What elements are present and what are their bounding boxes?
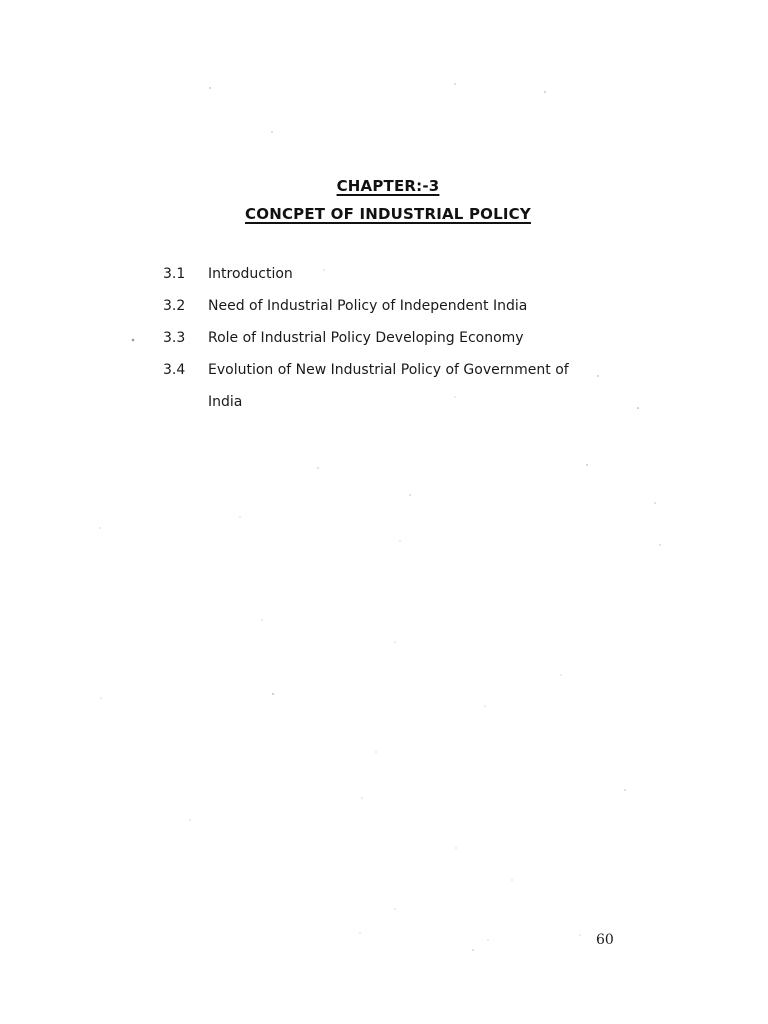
toc-item — [163, 290, 623, 322]
toc-item-number: 3.2 — [163, 298, 186, 314]
toc-item-continuation — [163, 386, 623, 418]
chapter-title: CONCPET OF INDUSTRIAL POLICY — [245, 205, 531, 223]
toc-item — [163, 322, 623, 354]
toc-item-text: Need of Industrial Policy of Independent India — [208, 298, 528, 314]
table-of-contents — [163, 258, 623, 418]
toc-item-number: 3.3 — [163, 330, 186, 346]
toc-item — [163, 354, 623, 386]
toc-item-text: India — [208, 394, 243, 410]
toc-item — [163, 258, 623, 290]
toc-item-text: Role of Industrial Policy Developing Economy — [208, 330, 524, 346]
page-number: 60 — [596, 932, 614, 948]
toc-item-number: 3.1 — [163, 266, 186, 282]
chapter-label: CHAPTER:-3 — [336, 177, 440, 195]
toc-item-text: Evolution of New Industrial Policy of Government of — [208, 362, 569, 378]
toc-item-number — [163, 386, 208, 418]
toc-item-number: 3.4 — [163, 362, 186, 378]
toc-item-text: Introduction — [208, 266, 293, 282]
